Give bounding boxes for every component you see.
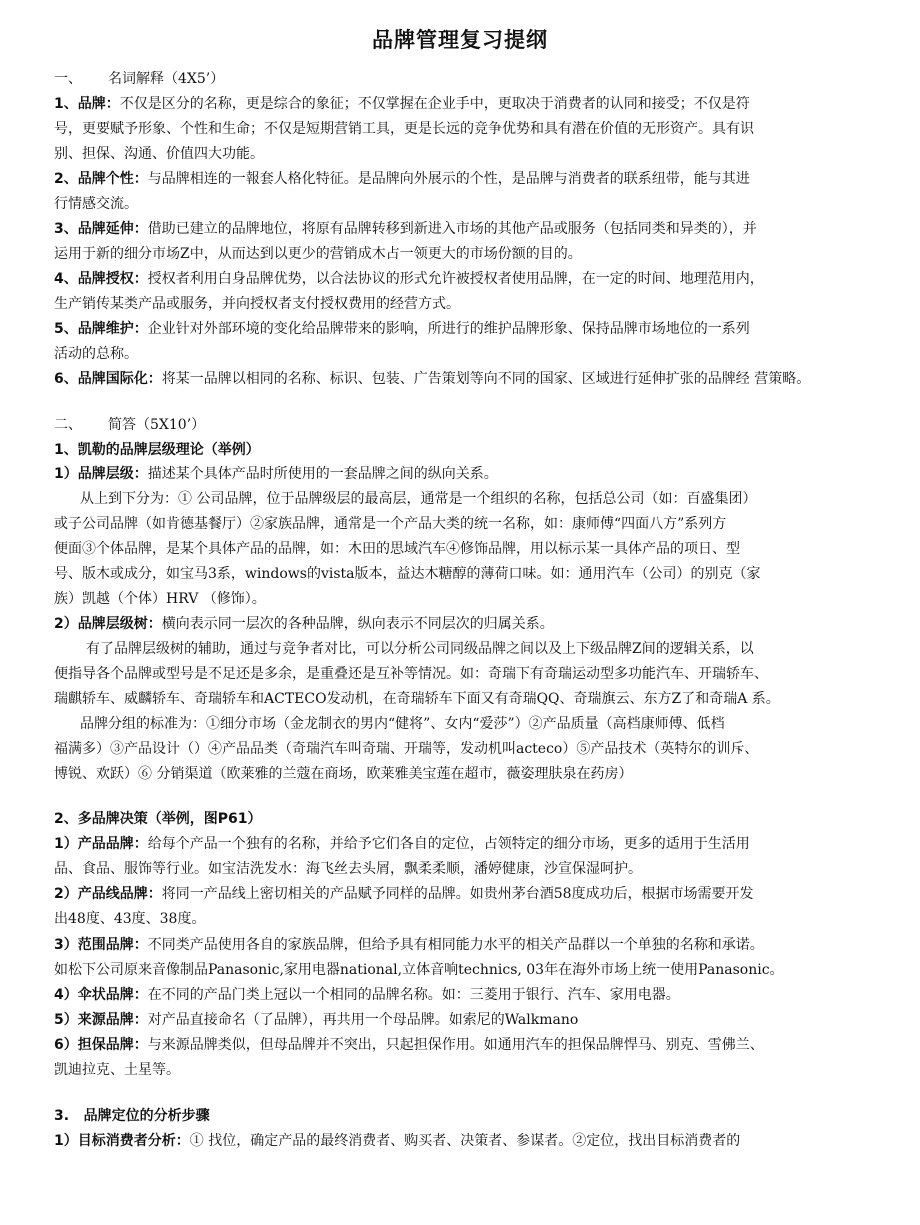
section-title: 名词解释（4X5’） — [108, 71, 225, 87]
para-line: 从上到下分为：① 公司品牌，位于品牌级层的最高层，通常是一个组织的名称，包括总公司（如：百盛集团） — [80, 491, 757, 507]
term-label: 3、品牌延伸： — [54, 221, 148, 237]
point-label: 5）来源品牌： — [54, 1012, 148, 1028]
point-line: 1）品牌层级：描述某个具体产品时所使用的一套品牌之间的纵向关系。 — [54, 466, 498, 482]
point-label: 6）担保品牌： — [54, 1037, 148, 1053]
point-label: 1）产品品牌： — [54, 836, 148, 852]
question-title: 1、凯勒的品牌层级理论（举例） — [54, 442, 260, 458]
section-title: 简答（5X10’） — [108, 417, 206, 433]
term-label: 4、品牌授权： — [54, 271, 148, 287]
term-line: 生产销传某类产品或服务，并向授权者支付授权费用的经营方式。 — [54, 296, 460, 312]
para-line: 或子公司品牌（如肯德基餐厅）②家族品牌，通常是一个产品大类的统一名称，如：康师傅“四面八方”系列方 — [54, 516, 727, 532]
term-line: 运用于新的细分市场Z中，从而达到以更少的营销成木占一领更大的市场份额的目的。 — [54, 246, 582, 262]
term-line: 4、品牌授权：授权者利用白身品牌优势，以合法协议的形式允许被授权者使用品牌，在一定的时间、地理范用内， — [54, 271, 764, 287]
para-line: 出48度、43度、38度。 — [54, 911, 206, 927]
point-line: 2）产品线品牌：将同一产品线上密切相关的产品赋予同样的品牌。如贵州茅台酒58度成功后，根据市场需要开发 — [54, 886, 754, 902]
page-title: 品牌管理复习提纲 — [372, 28, 548, 52]
para-line: 如松下公司原来音像制品Panasonic,家用电器national,立体音响technics, 03年在海外市场上统一使用Panasonic。 — [54, 962, 784, 978]
section-number: 二、 — [54, 417, 82, 433]
para-line: 福满多）③产品设计（）④产品品类（奇瑞汽车叫奇瑞、开瑞等，发动机叫acteco）⑤产品技术（英特尔的训斥、 — [54, 741, 759, 757]
term-label: 2、品牌个性： — [54, 171, 148, 187]
section-heading — [54, 69, 224, 89]
point-label: 2）品牌层级树： — [54, 616, 162, 632]
term-line: 3、品牌延伸：借助已建立的品牌地位，将原有品牌转移到新进入市场的其他产品或服务（包括同类和异类的），并 — [54, 221, 757, 237]
para-line: 便面③个体品牌，是某个具体产品的品牌，如：木田的思域汽车④修饰品牌，用以标示某一具体产品的项日、型 — [54, 541, 740, 557]
term-line: 2、品牌个性：与品牌相连的一報套人格化特征。是品牌向外展示的个性，是品牌与消费者的联系纽带，能与其进 — [54, 171, 750, 187]
point-label: 3）范围品牌： — [54, 937, 148, 953]
para-line: 族）凯越（个体）HRV （修饰）。 — [54, 591, 266, 607]
term-label: 1、品牌： — [54, 96, 120, 112]
section-heading — [54, 415, 205, 435]
para-line: 品、食品、服饰等行业。如宝洁洗发水：海飞丝去头屑，飘柔柔顺，潘婷健康，沙宣保湿呵护。 — [54, 861, 642, 877]
point-label: 4）伞状品牌： — [54, 987, 148, 1003]
point-label: 1）品牌层级： — [54, 466, 148, 482]
point-line: 2）品牌层级树：横向表示同一层次的各种品牌，纵向表示不同层次的归属关系。 — [54, 616, 554, 632]
point-line: 1）目标消费者分析：① 找位，确定产品的最终消费者、购买者、决策者、参谋者。②定位，找出目标消费者的 — [54, 1133, 741, 1149]
term-label: 6、品牌国际化： — [54, 371, 162, 387]
para-line: 瑞麒轿车、威麟轿车、奇瑞轿车和ACTECO发动机，在奇瑞轿车下面又有奇瑞QQ、奇瑞旗云、东方Z了和奇瑞A 系。 — [54, 691, 780, 707]
question-title: 2、多品牌决策（举例，图P61） — [54, 811, 262, 827]
para-line: 凯迪拉克、土星等。 — [54, 1062, 180, 1078]
para-line: 有了品牌层级树的辅助，通过与竞争者对比，可以分析公司同级品牌之间以及上下级品牌Z间的逻辑关系，以 — [86, 641, 754, 657]
term-line: 别、担保、沟通、价值四大功能。 — [54, 146, 264, 162]
point-label: 2）产品线品牌： — [54, 886, 162, 902]
term-line: 5、品牌维护：企业针对外部环境的变化给品牌带来的影响，所进行的维护品牌形象、保持品牌市场地位的一系列 — [54, 321, 750, 337]
para-line: 品牌分组的标准为：①细分市场（金龙制衣的男内“健将”、女内“爱莎”）②产品质量（高档康师傅、低档 — [80, 716, 725, 732]
para-line: 博锐、欢跃）⑥ 分销渠道（欧莱雅的兰蔻在商场，欧莱雅美宝莲在超市，薇姿理肤泉在药房） — [54, 766, 633, 782]
para-line: 号、版木或成分，如宝马3系，windows的vista版本，益达木糖醇的薄荷口味。如：通用汽车（公司）的别克（家 — [54, 566, 761, 582]
point-line: 6）担保品牌：与来源品牌类似，但母品牌并不突出，只起担保作用。如通用汽车的担保品牌悍马、别克、雪佛兰、 — [54, 1037, 764, 1053]
question-title: 3. 品牌定位的分析步骤 — [54, 1108, 210, 1124]
term-line: 号，更要赋予形象、个性和生命；不仅是短期营销工具，更是长远的竞争优势和具有潜在价值的无形资产。具有识 — [54, 121, 754, 137]
term-line: 6、品牌国际化：将某一品牌以相同的名称、标识、包装、广告策划等向不同的国家、区域进行延伸扩张的品牌经 营策略。 — [54, 371, 811, 387]
term-line: 1、品牌：不仅是区分的名称，更是综合的象征；不仅掌握在企业手中，更取决于消费者的认同和接受；不仅是符 — [54, 96, 750, 112]
point-line: 4）伞状品牌：在不同的产品门类上冠以一个相同的品牌名称。如：三菱用于银行、汽车、家用电器。 — [54, 987, 680, 1003]
term-label: 5、品牌维护： — [54, 321, 148, 337]
term-line: 活动的总称。 — [54, 346, 138, 362]
section-number: 一、 — [54, 71, 82, 87]
term-line: 行情感交流。 — [54, 196, 138, 212]
point-line: 5）来源品牌：对产品直接命名（了品牌），再共用一个母品牌。如索尼的Walkmano — [54, 1012, 579, 1028]
point-line: 1）产品品牌：给每个产品一个独有的名称，并给予它们各自的定位，占领特定的细分市场，更多的适用于生活用 — [54, 836, 750, 852]
point-label: 1）目标消费者分析： — [54, 1133, 190, 1149]
point-line: 3）范围品牌：不同类产品使用各自的家族品牌，但给予具有相同能力水平的相关产品群以一个单独的名称和承诺。 — [54, 937, 764, 953]
para-line: 便指导各个品牌或型号是不足还是多余，是重叠还是互补等情况。如：奇瑞下有奇瑞运动型多功能汽车、开瑞轿车、 — [54, 666, 768, 682]
